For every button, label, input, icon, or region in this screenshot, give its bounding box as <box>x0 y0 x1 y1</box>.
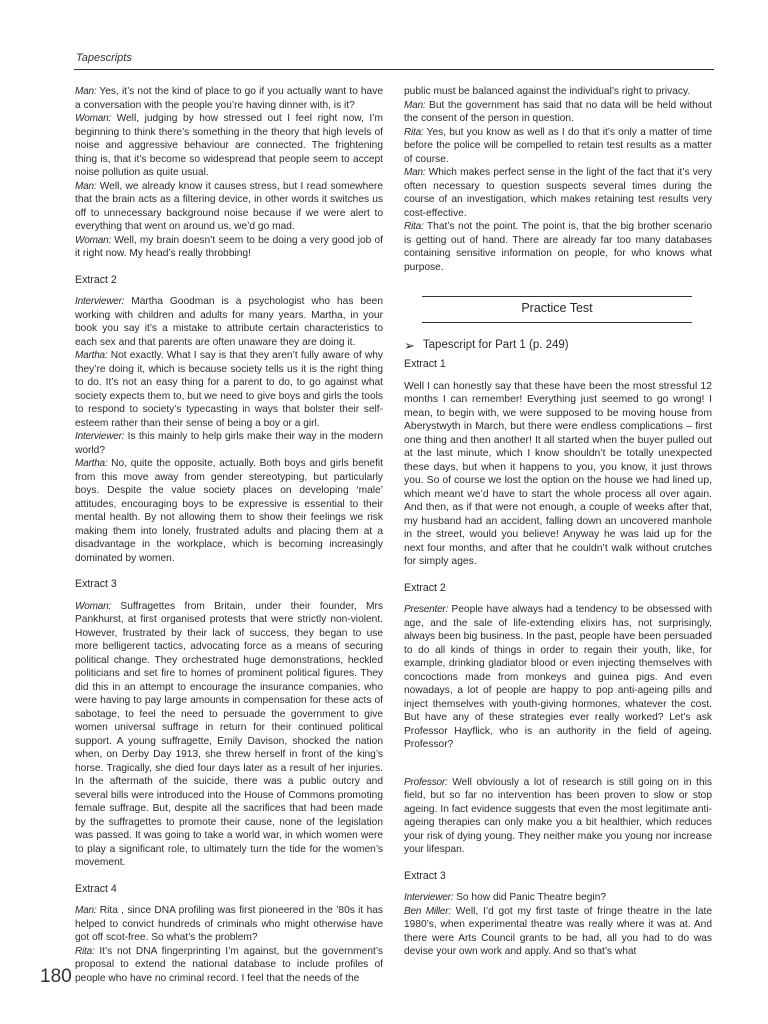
speaker-label: Man: <box>404 167 426 178</box>
dialogue-text: Not exactly. What I say is that they aren’t fully aware of why they’re doing it, which is because society tells us it is the right thing to do. It’s not an easy thing for a parent to do, to go against what society expects them to, but we need to give boys and girls the tools to respond to society’s typecasting in ways that bolster their self-esteem rather than their sense of being a boy or a girl. <box>75 350 383 429</box>
speaker-label: Interviewer: <box>75 431 125 442</box>
speaker-label: Woman: <box>75 234 112 246</box>
dialogue-text: Yes, but you know as well as I do that it’s only a matter of time before the police will be compelled to retain test results as a matter of course. <box>404 126 712 165</box>
speaker-label: Rita: <box>404 221 424 232</box>
dialogue-text: Suffragettes from Britain, under their founder, Mrs Pankhurst, at first organised protests that were strictly non-violent. However, frustrated by their lack of success, they began to use more belligerent tactics, advocating force as a means of securing political change. They orchestrated huge demonstrations, heckled politicians and set fire to homes of prominent political figures. They did this in an attempt to encourage the insurance companies, who were having to pay large amounts in compensation for these acts of sabotage, to feel the need to persuade the government to give women universal suffrage in return for their continued political support. A young suffragette, Emily Davison, shocked the nation when, on Derby Day 1913, she threw herself in front of the king’s horse. Tragically, she died four days later as a result of her injuries. In the aftermath of the suicide, there was a public outcry and several bills were introduced into the House of Commons promoting female suffrage. But, despite all the sacrifices that had been made by the suffragettes to promote their cause, none of the legislation was passed. It was going to take a world war, in which women were to play a significant role, to ultimately turn the tide for the women’s movement. <box>75 600 383 868</box>
dialogue-line <box>75 457 383 565</box>
dialogue-text: Well obviously a lot of research is still going on in this field, but so far no intervention has been proven to slow or stop ageing. In fact evidence suggests that even the most legitimate anti-ageing therapies can only make you a bit healthier, which reduces your risk of dying young. They neither make you young nor increase your lifespan. <box>404 776 712 855</box>
dialogue-line <box>75 180 383 234</box>
page-number: 180 <box>40 966 72 987</box>
dialogue-text: Rita , since DNA profiling was first pioneered in the ’80s it has helped to convict hundreds of criminals who might otherwise have got off scot-free. So what’s the problem? <box>75 905 383 943</box>
dialogue-line <box>75 349 383 430</box>
dialogue-text: It’s not DNA fingerprinting I’m against, but the government’s proposal to extend the national database to include profiles of people who have no criminal record. I feel that the needs of the <box>75 945 383 984</box>
dialogue-line <box>404 220 712 274</box>
arrow-icon: ➢ <box>404 337 415 353</box>
dialogue-text: Is this mainly to help girls make their way in the modern world? <box>75 431 383 456</box>
dialogue-line <box>75 430 383 457</box>
dialogue-text: Which makes perfect sense in the light of the fact that it’s very often necessary to question suspects several times during the course of an investigation, which makes retaining test results very cost-effective. <box>404 167 712 219</box>
dialogue-text: No, quite the opposite, actually. Both boys and girls benefit from this move away from gender stereotyping, but particularly boys. Despite the value society places on developing ‘male’ attitudes, encouraging boys to be expressive is essential to their mental health. By not allowing them to show their feelings we risk making them into lonely, frustrated adults and placing them at a disadvantage in the workplace, which is becoming increasingly dominated by women. <box>75 458 383 564</box>
dialogue-text: Well, I’d got my first taste of fringe theatre in the late 1980’s, when experimental theatre was really where it was at. And there were Arts Council grants to be had, all you had to do was devise your own work and apply. And so that’s what <box>404 905 712 957</box>
speaker-label: Martha: <box>75 350 108 361</box>
speaker-label: Man: <box>75 86 97 97</box>
speaker-label: Rita: <box>75 945 95 957</box>
dialogue-text: That’s not the point. The point is, that the big brother scenario is getting out of hand. There are already far too many databases containing sensitive information on people, for who knows what purpose. <box>404 221 712 273</box>
running-head: Tapescripts <box>76 52 132 64</box>
speaker-label: Presenter: <box>404 604 449 615</box>
practice-test-title: Practice Test <box>422 296 692 323</box>
dialogue-line <box>404 891 712 905</box>
dialogue-text: So how did Panic Theatre begin? <box>453 892 607 903</box>
dialogue-line <box>75 85 383 112</box>
dialogue-line <box>75 295 383 349</box>
dialogue-line <box>75 904 383 945</box>
spacer <box>404 752 712 776</box>
extract-paragraph: Well I can honestly say that these have been the most stressful 12 months I can remember! Everything just seemed to go wrong! I mean, to begin with, we were supposed to be moving house from Aberystwyth in March, but there were endless complications – first one thing and then another! It all started when the buyer pulled out at the last minute, which I know shouldn’t be totally unexpected these days, but when it happens to you, you know, it just throws you. So of course we lost the option on the house we had lined up, which meant we’d have to start the whole process all over again. And then, as if that were not enough, a couple of weeks after that, my husband had an accident, falling down an uncovered manhole in the street, would you believe! Anyway he was laid up for the next four months, and after that he couldn’t walk without crutches for simply ages. <box>404 380 712 567</box>
extract-heading: Extract 2 <box>75 273 117 286</box>
speaker-label: Man: <box>75 905 97 916</box>
dialogue-text: People have always had a tendency to be obsessed with age, and the sale of life-extending elixirs has, not surprisingly, always been big business. In the past, people have been persuaded to do all kinds of things in order to regain their youth, like, for example, drinking gladiator blood or even injecting themselves with concoctions made from monkeys and guinea pigs. And even nowadays, a lot of people are happy to pop anti-ageing pills and inject themselves with youth-giving hormones, whatever the cost. But have any of these strategies ever really worked? Let’s ask Professor Hayflick, who is an authority in the field of ageing. Professor? <box>404 604 712 750</box>
dialogue-line <box>404 905 712 959</box>
dialogue-line <box>404 776 712 857</box>
speaker-label: Martha: <box>75 458 108 469</box>
speaker-label: Interviewer: <box>75 296 125 307</box>
dialogue-text: Well, we already know it causes stress, but I read somewhere that the brain acts as a filtering device, in other words it switches us off to unnecessary background noise because if we were alert to everything that went on around us, we’d go mad. <box>75 180 383 232</box>
dialogue-line <box>404 99 712 126</box>
speaker-label: Rita: <box>404 126 424 138</box>
part-heading-label: Tapescript for Part 1 (p. 249) <box>422 338 569 351</box>
left-column <box>75 85 383 985</box>
speaker-label: Man: <box>75 180 97 192</box>
header-rule <box>74 69 714 70</box>
dialogue-line <box>75 945 383 986</box>
extract-heading: Extract 1 <box>404 358 446 370</box>
dialogue-line <box>404 603 712 752</box>
part-heading <box>404 339 712 353</box>
right-column <box>404 85 712 959</box>
dialogue-line <box>75 234 383 261</box>
speaker-label: Professor: <box>404 776 448 788</box>
extract-heading: Extract 2 <box>404 581 446 594</box>
speaker-label: Man: <box>404 99 426 111</box>
speaker-label: Woman: <box>75 113 112 124</box>
dialogue-line <box>75 600 383 870</box>
continuation-text: public must be balanced against the individual’s right to privacy. <box>404 86 691 97</box>
speaker-label: Ben Miller: <box>404 905 451 917</box>
dialogue-text: Yes, it’s not the kind of place to go if you actually want to have a conversation with the people you’re having dinner with, is it? <box>75 86 383 111</box>
extract-heading: Extract 3 <box>404 869 446 882</box>
dialogue-line <box>404 126 712 167</box>
dialogue-line <box>75 112 383 180</box>
dialogue-text: Well, my brain doesn’t seem to be doing a very good job of it right now. My head’s really throbbing! <box>75 234 383 259</box>
dialogue-line <box>404 166 712 220</box>
dialogue-text: Martha Goodman is a psychologist who has been working with children and adults for many years. Martha, in your book you say it’s a mistake to attribute certain characteristics to each sex and that parents are often unaware they are doing it. <box>75 296 383 348</box>
dialogue-text: But the government has said that no data will be held without the consent of the person in question. <box>404 99 712 124</box>
extract-heading: Extract 4 <box>75 882 117 895</box>
dialogue-text: Well, judging by how stressed out I feel right now, I’m beginning to think there’s something in the theory that high levels of noise and aggressive behaviour are connected. The frightening thing is, that it’s become so widespread that people seem to accept noise pollution as quite usual. <box>75 113 383 178</box>
speaker-label: Woman: <box>75 600 112 612</box>
speaker-label: Interviewer: <box>404 892 454 903</box>
extract-heading: Extract 3 <box>75 578 117 590</box>
